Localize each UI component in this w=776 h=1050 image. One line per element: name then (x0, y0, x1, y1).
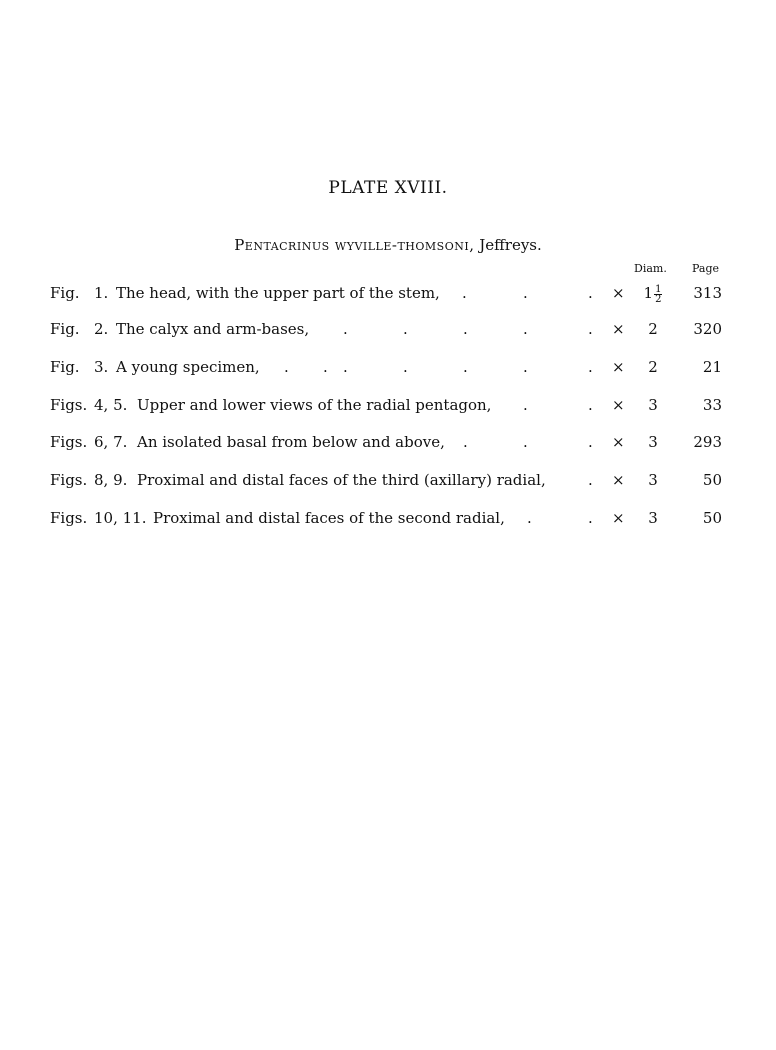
entry-number: 4, 5. (94, 396, 128, 414)
species-author: Jeffreys. (474, 236, 542, 254)
entry-diameter: 3 (648, 433, 658, 451)
entry-label: Fig. (50, 320, 80, 338)
leader-dot: . (523, 433, 528, 451)
entry-label: Fig. (50, 358, 80, 376)
entry-description: The head, with the upper part of the stem, (116, 284, 440, 302)
entry-page: 33 (702, 396, 722, 414)
entry-number: 2. (94, 320, 109, 338)
leader-dot: . (588, 320, 593, 338)
leader-dot: . (403, 358, 408, 376)
fraction-denominator: 2 (655, 293, 662, 305)
magnification-sign: × (612, 396, 625, 414)
plate-entry-row (0, 396, 776, 420)
entry-diameter: 2 (648, 358, 658, 376)
leader-dot: . (588, 471, 593, 489)
leader-dot: . (527, 509, 532, 527)
entry-label: Fig. (50, 284, 80, 302)
leader-dot: . (588, 284, 593, 302)
leader-dot: . (463, 433, 468, 451)
leader-dot: . (284, 358, 289, 376)
leader-dot: . (588, 509, 593, 527)
entry-label: Figs. (50, 471, 88, 489)
leader-dot: . (588, 396, 593, 414)
entry-number: 1. (94, 284, 109, 302)
entry-page: 293 (693, 433, 722, 451)
entry-number: 3. (94, 358, 109, 376)
entry-label: Figs. (50, 509, 88, 527)
entry-page: 313 (693, 284, 722, 302)
entry-page: 50 (702, 509, 722, 527)
plate-entry-row (0, 433, 776, 457)
leader-dot: . (463, 320, 468, 338)
species-name: Pentacrinus wyville-thomsoni, (234, 236, 475, 254)
entry-page: 320 (693, 320, 722, 338)
species-heading (0, 236, 776, 254)
leader-dot: . (403, 320, 408, 338)
plate-entry-row (0, 284, 776, 308)
entry-description: Proximal and distal faces of the third (axillary) radial, (137, 471, 546, 489)
entry-diameter: 3 (648, 509, 658, 527)
entry-description: Proximal and distal faces of the second radial, (153, 509, 505, 527)
plate-title: PLATE XVIII. (328, 178, 448, 198)
entry-label: Figs. (50, 433, 88, 451)
magnification-sign: × (612, 358, 625, 376)
entry-description: The calyx and arm-bases, (116, 320, 310, 338)
entry-page: 50 (702, 471, 722, 489)
entry-diameter: 2 (648, 320, 658, 338)
entry-description: An isolated basal from below and above, (137, 433, 445, 451)
leader-dot: . (588, 358, 593, 376)
fraction-numerator: 1 (655, 283, 662, 295)
magnification-sign: × (612, 320, 625, 338)
magnification-sign: × (612, 509, 625, 527)
entry-number: 10, 11. (94, 509, 147, 527)
plate-entry-row (0, 320, 776, 344)
leader-dot: . (323, 358, 328, 376)
magnification-sign: × (612, 433, 625, 451)
leader-dot: . (462, 284, 467, 302)
leader-dot: . (523, 358, 528, 376)
entry-label: Figs. (50, 396, 88, 414)
magnification-sign: × (612, 471, 625, 489)
leader-dot: . (343, 320, 348, 338)
entry-description: A young specimen, (116, 358, 260, 376)
plate-entry-row (0, 471, 776, 495)
magnification-sign: × (612, 284, 625, 302)
leader-dot: . (523, 396, 528, 414)
page-column-header: Page (692, 262, 720, 275)
plate-entry-row (0, 358, 776, 382)
diameter-whole: 1 (643, 284, 654, 302)
entry-diameter: 3 (648, 396, 658, 414)
leader-dot: . (588, 433, 593, 451)
leader-dot: . (463, 358, 468, 376)
leader-dot: . (523, 284, 528, 302)
entry-diameter (638, 284, 668, 304)
leader-dot: . (523, 320, 528, 338)
diam-column-header: Diam. (634, 262, 667, 275)
leader-dot: . (343, 358, 348, 376)
plate-entry-row (0, 509, 776, 533)
entry-page: 21 (702, 358, 722, 376)
entry-number: 6, 7. (94, 433, 128, 451)
entry-description: Upper and lower views of the radial pentagon, (137, 396, 492, 414)
entry-number: 8, 9. (94, 471, 128, 489)
entry-diameter: 3 (648, 471, 658, 489)
diameter-fraction (654, 285, 662, 304)
